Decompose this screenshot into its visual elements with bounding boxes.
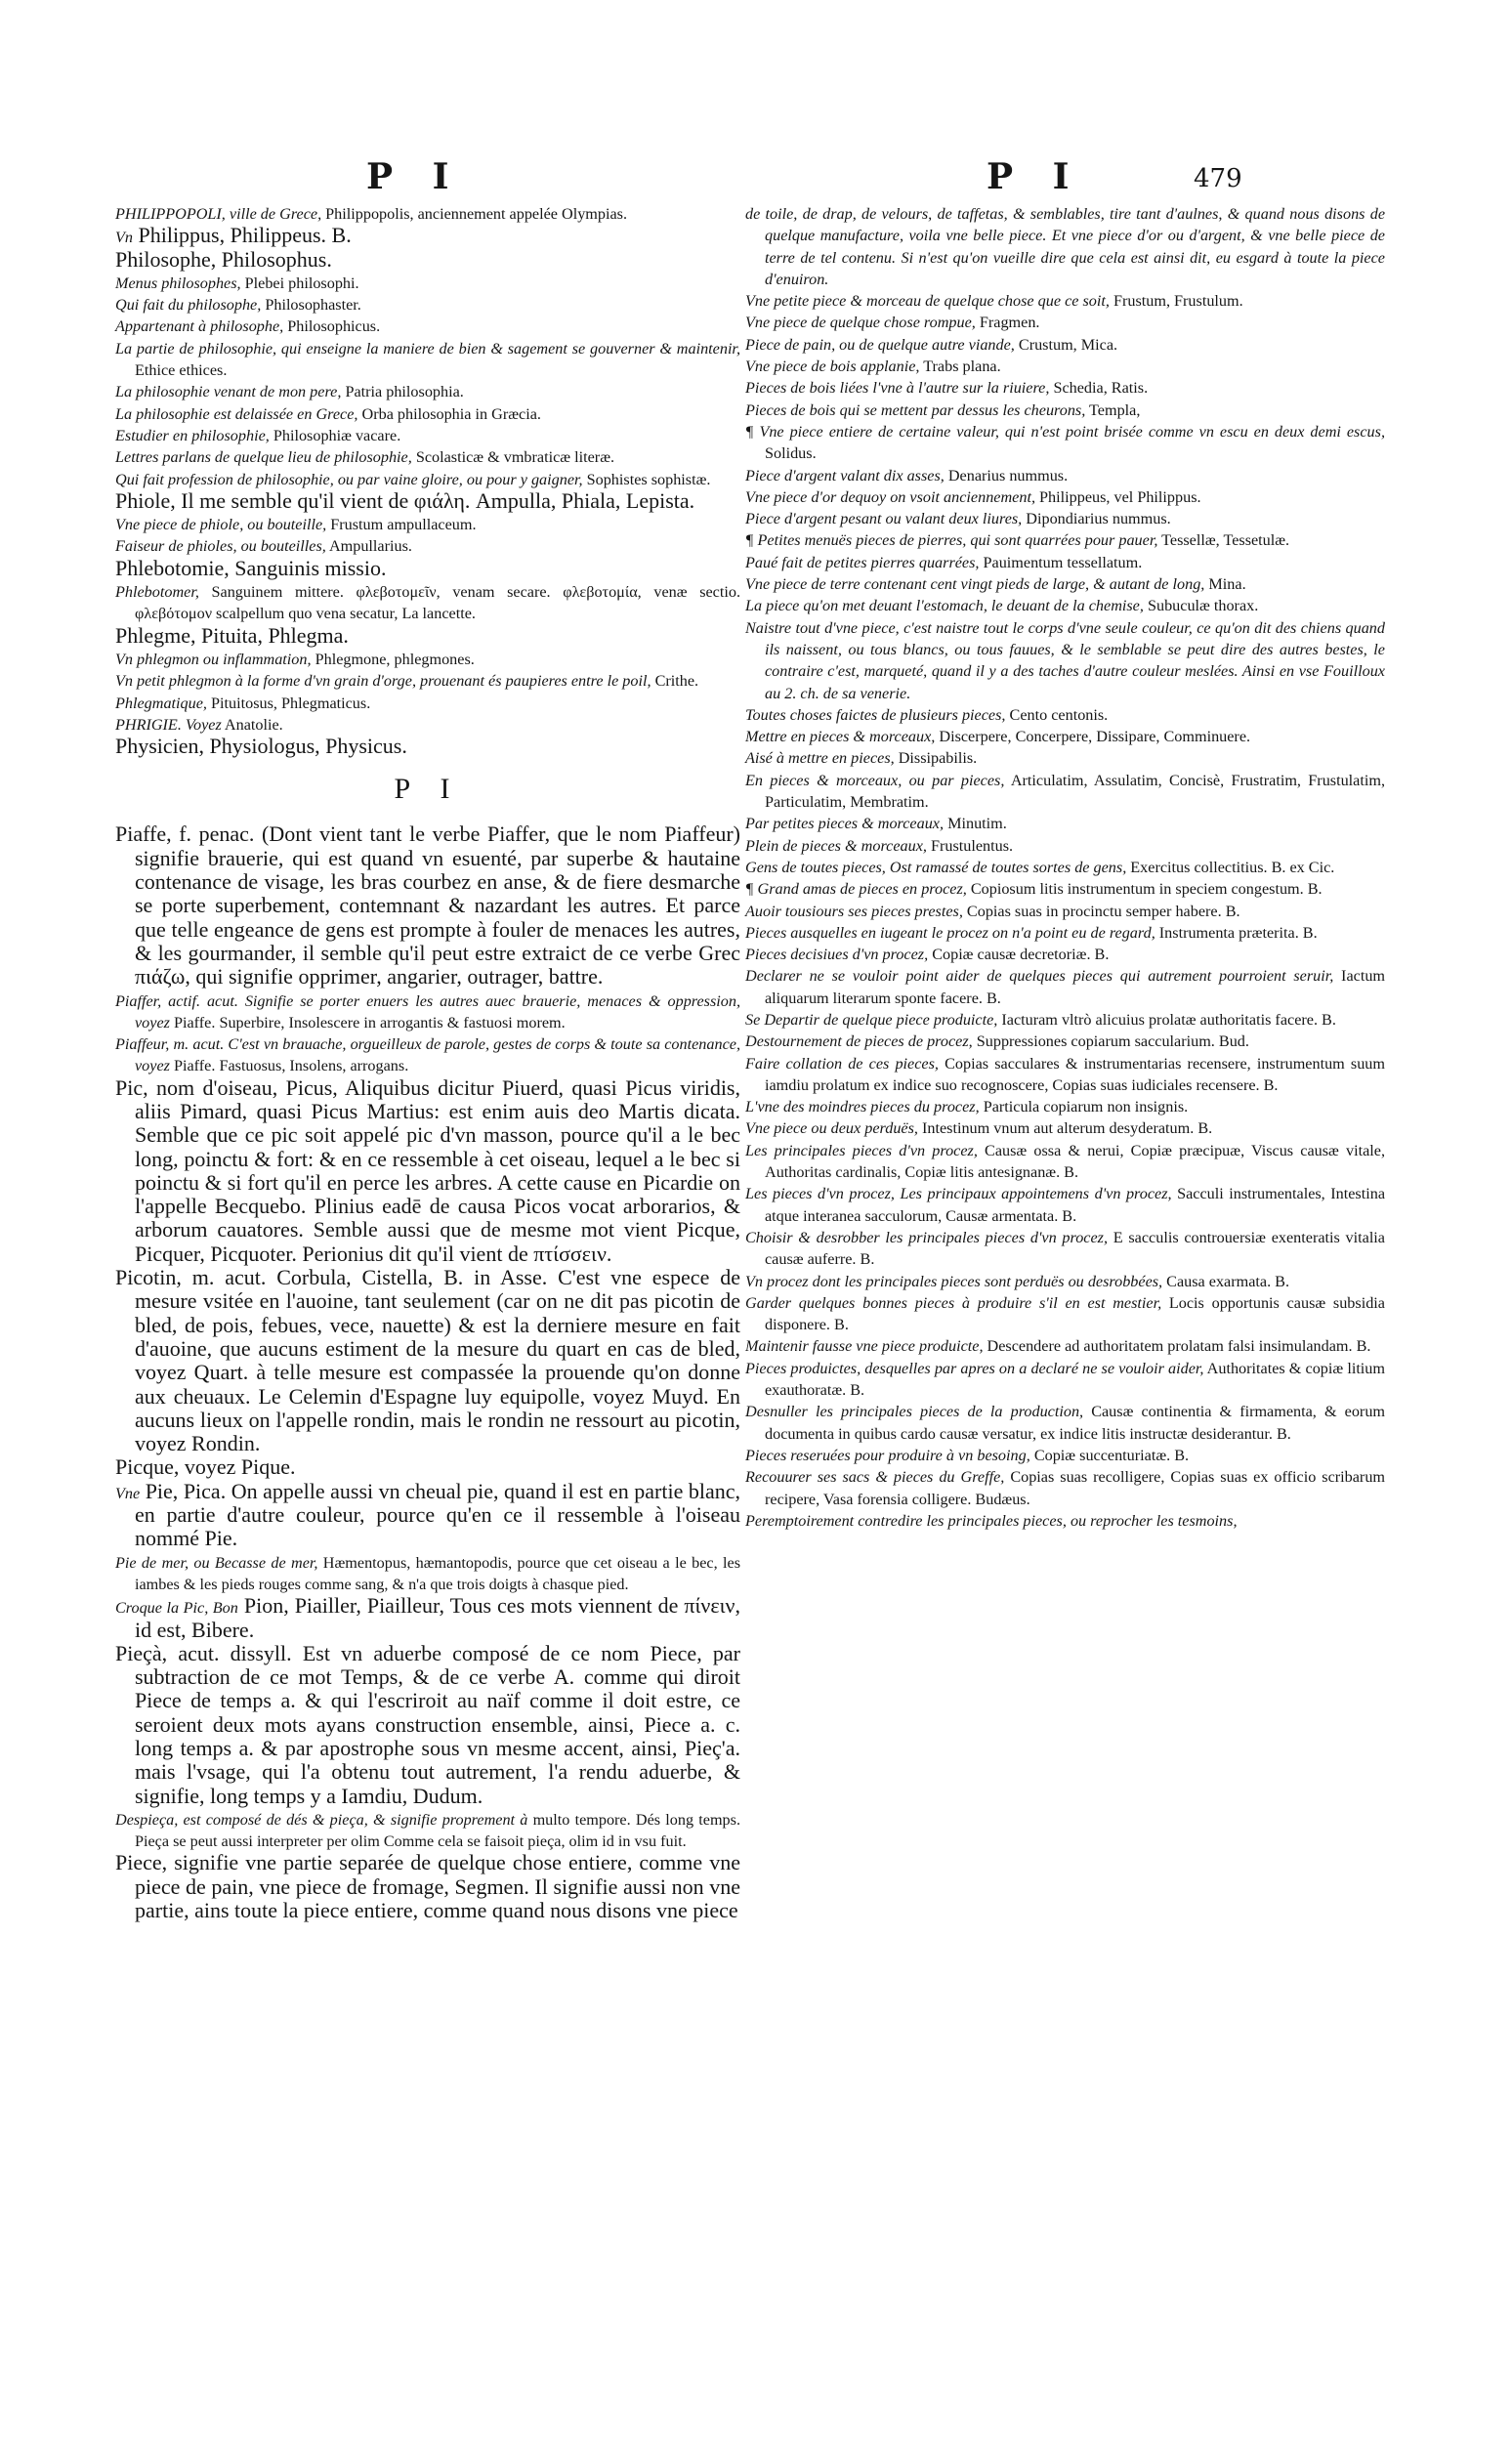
dictionary-entry (745, 1117, 1385, 1139)
entry-french-text: Vn (115, 229, 133, 247)
entry-latin-text: Piaffe, f. penac. (Dont vient tant le verbe Piaffer, que le nom Piaffeur) signifie brauerie, qui est quand vn esuenté, par superbe & hautaine contenance de visage, les bras courbez en anse, & de fiere desmarche se porte superbement, contemnant & nazardant les autres. Et parce que telle engeance de gens est prompte à fouler de menaces les autres, & les gourmander, il semble qu'il peut estre extraict de ce verbe Grec πιάζω, qui signifie opprimer, angarier, outrager, battre. (115, 821, 740, 989)
entry-latin-text: Crithe. (651, 672, 699, 691)
entry-latin-text: Phlegmone, phlegmones. (311, 650, 475, 668)
entry-latin-text: Philippeus, vel Philippus. (1035, 487, 1201, 506)
dictionary-entry (115, 1640, 740, 1809)
entry-french-text: Vne petite piece & morceau de quelque chose que ce soit, (745, 292, 1110, 311)
entry-latin-text: Scolasticæ & vmbraticæ literæ. (411, 448, 615, 467)
entry-latin-text: Templa, (1085, 400, 1141, 419)
dictionary-entry (745, 878, 1385, 900)
entry-latin-text: Phiole, Il me semble qu'il vient de φιάλη. Ampulla, Phiala, Lepista. (115, 487, 695, 513)
dictionary-entry (115, 736, 740, 759)
dictionary-entry (115, 1552, 740, 1596)
entry-french-text: Vne piece d'or dequoy on vsoit anciennement, (745, 487, 1035, 506)
dictionary-entry (745, 1335, 1385, 1357)
entry-latin-text: Causæ continentia & firmamenta, & eorum documenta in quibus cardo causæ versatur, ex indice litis instructæ desiderantur. B. (765, 1403, 1385, 1443)
entry-latin-text: Causæ ossa & nerui, Copiæ præcipuæ, Viscus causæ vitale, Authoritas cardinalis, Copiæ litis antesignanæ. B. (765, 1141, 1385, 1182)
entry-latin-text: Iacturam vltrò alicuius prolatæ authoritatis facere. B. (997, 1010, 1336, 1029)
dictionary-entry (745, 1009, 1385, 1031)
dictionary-entry (115, 581, 740, 625)
entry-latin-text: Mina. (1204, 575, 1246, 594)
entry-latin-text: Piaffe. Fastuosus, Insolens, arrogans. (169, 1057, 409, 1075)
entry-french-text: Plein de pieces & morceaux, (745, 836, 927, 855)
entry-french-text: Despieça, est composé de dés & pieça, & signifie proprement à (115, 1810, 528, 1829)
dictionary-entry (115, 403, 740, 425)
dictionary-entry (745, 617, 1385, 704)
dictionary-entry (115, 487, 740, 514)
dictionary-entry (745, 1140, 1385, 1184)
dictionary-entry (115, 469, 740, 490)
entry-latin-text: Picotin, m. acut. Corbula, Cistella, B. in Asse. C'est vne espece de mesure vsitée en l'auoine, tant seulement (car on ne dit pas picotin de bled, de pois, febues, vece, nauette) & est la derniere mesure en fait d'auoine, que aucuns estiment de la mesure du quart en cas de bled, voyez Quart. à telle mesure est compassée la prouende qu'on donne aux cheuaux. Le Celemin d'Espagne luy equipolle, voyez Muyd. En aucuns lieux on l'appelle rondin, mais le rondin ne ressourt au picotin, voyez Rondin. (115, 1265, 740, 1456)
entry-french-text: Appartenant à philosophe, (115, 317, 284, 336)
entry-french-text: La philosophie venant de mon pere, (115, 383, 342, 401)
entry-french-text: Phlebotomer, (115, 583, 199, 602)
entry-latin-text: Fragmen. (975, 314, 1040, 332)
entry-french-text: Choisir & desrobber les principales pieces d'vn procez, (745, 1228, 1109, 1246)
left-entries-ph (115, 203, 740, 759)
right-entries-piece (745, 203, 1385, 1532)
entry-french-text: L'vne des moindres pieces du procez, (745, 1098, 980, 1116)
dictionary-entry (745, 1401, 1385, 1445)
entry-latin-text: Discerpere, Concerpere, Dissipare, Comminuere. (935, 728, 1251, 746)
entry-latin-text: Sacculi instrumentales, Intestina atque interanea sacculorum, Causæ armentata. B. (765, 1185, 1386, 1225)
entry-french-text: Pieces decisiues d'vn procez, (745, 946, 929, 964)
entry-latin-text: Philosophe, Philosophus. (115, 246, 332, 272)
entry-latin-text: Particula copiarum non insignis. (979, 1098, 1189, 1116)
dictionary-entry (115, 246, 740, 273)
entry-latin-text: Causa exarmata. B. (1162, 1272, 1290, 1290)
entry-french-text: Auoir tousiours ses pieces prestes, (745, 902, 963, 920)
dictionary-entry (745, 552, 1385, 573)
left-entries-pi (115, 823, 740, 1923)
entry-latin-text: Cento centonis. (1005, 705, 1109, 724)
entry-latin-text: Phlegme, Pituita, Phlegma. (115, 622, 349, 648)
dictionary-entry (115, 338, 740, 382)
entry-latin-text: Piaffe. Superbire, Insolescere in arrogantis & fastuosi morem. (169, 1013, 566, 1032)
section-heading: P I (394, 773, 462, 806)
entry-french-text: Pieces produictes, desquelles par apres on a declaré ne se vouloir aider, (745, 1359, 1204, 1377)
entry-latin-text: Copiæ succenturiatæ. B. (1029, 1446, 1190, 1464)
entry-french-text: Piaffeur, m. acut. C'est vn brauache, orgueilleux de parole, gestes de corps & toute sa contenance, voyez (115, 1035, 740, 1075)
entry-latin-text: Pie, Pica. On appelle aussi vn cheual pie, quand il est en partie blanc, en partie d'autre couleur, pource qu'en ce il ressemble à l'oiseau nommé Pie. (135, 1478, 740, 1551)
dictionary-entry (745, 203, 1385, 290)
entry-french-text: Phlegmatique, (115, 694, 207, 712)
entry-latin-text: Trabs plana. (919, 358, 1001, 376)
entry-french-text: Les pieces d'vn procez, Les principaux appointemens d'vn procez, (745, 1185, 1172, 1203)
entry-french-text: Qui fait profession de philosophie, ou par vaine gloire, ou pour y gaigner, (115, 470, 583, 488)
dictionary-entry (115, 446, 740, 468)
entry-french-text: Piece d'argent valant dix asses, (745, 466, 945, 484)
entry-latin-text: Articulatim, Assulatim, Concisè, Frustratim, Frustulatim, Particulatim, Membratim. (765, 771, 1385, 812)
dictionary-entry (745, 857, 1385, 878)
entry-french-text: Menus philosophes, (115, 274, 241, 292)
dictionary-entry (745, 1053, 1385, 1097)
entry-latin-text: Frustum, Frustulum. (1109, 292, 1243, 311)
entry-french-text: Vn phlegmon ou inflammation, (115, 650, 312, 668)
entry-french-text: Destournement de pieces de procez, (745, 1032, 973, 1051)
dictionary-entry (115, 381, 740, 402)
entry-latin-text: Plebei philosophi. (240, 274, 359, 292)
entry-french-text: Les principales pieces d'vn procez, (745, 1141, 978, 1159)
dictionary-entry (115, 1595, 740, 1643)
dictionary-entry (745, 1271, 1385, 1292)
dictionary-entry (745, 421, 1385, 465)
entry-french-text: PHILIPPOPOLI, ville de Grece, (115, 205, 322, 223)
dictionary-entry (115, 294, 740, 316)
entry-french-text: Mettre en pieces & morceaux, (745, 728, 936, 746)
entry-latin-text: Philippopolis, anciennement appelée Olympias. (321, 205, 628, 223)
entry-french-text: ¶ Petites menuës pieces de pierres, qui sont quarrées pour pauer, (745, 531, 1158, 550)
dictionary-entry (745, 1510, 1385, 1532)
entry-latin-text: Tessellæ, Tessetulæ. (1157, 531, 1290, 550)
entry-latin-text: Pieçà, acut. dissyll. Est vn aduerbe composé de ce nom Piece, par subtraction de ce mot Temps, & de ce verbe A. comme qui diroit Piece de temps a. & qui l'escriroit au naïf comme il doit estre, ce seroient deux mots ayans construction ensemble, ainsi, Piece a. c. long temps a. & par apostrophe sous vn mesme accent, ainsi, Pieç'a. mais l'vsage, qui l'a obtenu tout autrement, l'a rendu aduerbe, & signifie, long temps y a Iamdiu, Dudum. (115, 1640, 740, 1808)
entry-latin-text: Subuculæ thorax. (1143, 597, 1259, 615)
dictionary-entry (745, 529, 1385, 551)
entry-latin-text: Sanguinem mittere. φλεβοτομεῖν, venam secare. φλεβοτομία, venæ sectio. φλεβότομον scalpellum quo vena secatur, La lancette. (135, 583, 740, 623)
entry-french-text: PHRIGIE. Voyez (115, 715, 222, 734)
dictionary-entry (745, 901, 1385, 922)
dictionary-entry (745, 486, 1385, 508)
dictionary-entry (745, 770, 1385, 814)
entry-latin-text: Iactum aliquarum literarum sponte facere. B. (765, 967, 1386, 1007)
entry-french-text: Faiseur de phioles, ou bouteilles, (115, 537, 326, 556)
dictionary-entry (745, 290, 1385, 312)
entry-latin-text: Dissipabilis. (894, 749, 978, 768)
entry-french-text: La piece qu'on met deuant l'estomach, le deuant de la chemise, (745, 597, 1144, 615)
entry-french-text: Piece de pain, ou de quelque autre viande, (745, 335, 1015, 354)
dictionary-entry (115, 714, 740, 736)
entry-latin-text: Ampullarius. (325, 537, 412, 556)
entry-latin-text: Minutim. (944, 815, 1007, 833)
entry-french-text: Vne piece de quelque chose rompue, (745, 314, 976, 332)
entry-latin-text: Philippus, Philippeus. B. (132, 223, 352, 248)
entry-french-text: Vne piece de phiole, ou bouteille, (115, 516, 327, 534)
entry-latin-text: Piece, signifie vne partie separée de quelque chose entiere, comme vne piece de pain, vne piece de fromage, Segmen. Il signifie aussi non vne partie, ains toute la piece entiere, comme quand nous disons vne piece (115, 1850, 740, 1923)
dictionary-entry (115, 535, 740, 557)
entry-french-text: Se Departir de quelque piece produicte, (745, 1010, 998, 1029)
entry-french-text: Par petites pieces & morceaux, (745, 815, 945, 833)
dictionary-entry (115, 1033, 740, 1077)
left-column (115, 203, 740, 1923)
dictionary-entry (115, 425, 740, 446)
dictionary-entry (745, 1466, 1385, 1510)
dictionary-entry (745, 1358, 1385, 1402)
entry-latin-text: Philosophicus. (283, 317, 381, 336)
entry-latin-text: Phlebotomie, Sanguinis missio. (115, 555, 387, 580)
entry-french-text: de toile, de drap, de velours, de taffetas, & semblables, tire tant d'aulnes, & quand nous disons de quelque manufacture, voila vne belle piece. Et vne piece d'or ou d'argent, & vne belle piece de terre de tel contenu. Si n'est qu'on vueille dire que cela est ainsi dit, eu esgard à toute la piece d'enuiron. (745, 205, 1385, 288)
entry-french-text: Qui fait du philosophe, (115, 296, 262, 315)
dictionary-entry (115, 990, 740, 1034)
entry-french-text: Paué fait de petites pierres quarrées, (745, 553, 980, 571)
entry-latin-text: Schedia, Ratis. (1049, 379, 1149, 398)
entry-latin-text: Crustum, Mica. (1014, 335, 1118, 354)
entry-french-text: Desnuller les principales pieces de la production, (745, 1403, 1084, 1421)
entry-french-text: Croque la Pic, Bon (115, 1599, 238, 1618)
entry-latin-text: Solidus. (765, 444, 817, 463)
entry-latin-text: Picque, voyez Pique. (115, 1454, 296, 1480)
entry-french-text: Pieces ausquelles en iugeant le procez on n'a point eu de regard, (745, 923, 1155, 942)
dictionary-entry (115, 203, 740, 225)
entry-latin-text: Copias sacculares & instrumentarias recensere, instrumentum suum iamdiu prolatum ex indice suo recognoscere, Copias suas iudiciales recensere. B. (765, 1054, 1385, 1094)
entry-latin-text: Copiosum litis instrumentum in speciem congestum. B. (966, 880, 1323, 899)
entry-latin-text: Patria philosophia. (341, 383, 464, 401)
entry-french-text: Garder quelques bonnes pieces à produire s'il en est mestier, (745, 1293, 1162, 1312)
dictionary-entry (745, 835, 1385, 857)
entry-latin-text: Copias suas recolligere, Copias suas ex officio scribarum recipere, Vasa forensia colligere. Budæus. (765, 1468, 1385, 1508)
entry-french-text: Vne piece ou deux perduës, (745, 1119, 918, 1138)
entry-latin-text: Pic, nom d'oiseau, Picus, Aliquibus dicitur Piuerd, quasi Picus viridis, aliis Pimard, quasi Picus Martius: est enim auis deo Martis dicata. Semble que ce pic soit appelé pic d'vn masson, pource qu'il a le bec long, poinctu & fort: & en ce ressemble à cet oiseau, lequel a le bec si poinctu & si fort qu'il en perce les arbres. A cette cause en Picardie on l'appelle Becquebo. Plinius eadē de causa Picos vocat arborarios, & arborum cauatores. Semble aussi que de mesme mot vient Picque, Picquer, Picquoter. Perionius dit qu'il vient de πτίσσειν. (115, 1074, 740, 1266)
dictionary-entry (115, 555, 740, 581)
dictionary-entry (115, 1809, 740, 1853)
entry-french-text: ¶ Grand amas de pieces en procez, (745, 880, 967, 899)
dictionary-entry (745, 944, 1385, 965)
entry-latin-text: Orba philosophia in Græcia. (357, 404, 541, 423)
dictionary-entry (745, 726, 1385, 747)
entry-latin-text: Pion, Piailler, Piailleur, Tous ces mots viennent de πίνειν, id est, Bibere. (135, 1593, 740, 1642)
entry-latin-text: Dipondiarius nummus. (1022, 510, 1171, 528)
dictionary-entry (115, 225, 740, 248)
dictionary-entry (115, 273, 740, 294)
entry-latin-text: Anatolie. (221, 715, 283, 734)
dictionary-entry (745, 312, 1385, 333)
dictionary-entry (115, 1478, 740, 1552)
dictionary-entry (745, 1227, 1385, 1271)
dictionary-entry (115, 670, 740, 692)
entry-latin-text: Philosophiæ vacare. (269, 426, 401, 444)
dictionary-entry (745, 334, 1385, 356)
entry-french-text: Maintenir fausse vne piece produicte, (745, 1337, 984, 1356)
entry-french-text: Aisé à mettre en pieces, (745, 749, 895, 768)
entry-french-text: Naistre tout d'vne piece, c'est naistre tout le corps d'vne seule couleur, ce qu'on dit des chiens quand ils naissent, ou tous blancs, ou tous fauues, & le semblable se peut dire des autres bestes, le contraire c'est, marqueté, quand il y a des taches d'autre couleur meslées. Ainsi en vse Fouilloux au 2. ch. de sa venerie. (745, 618, 1385, 702)
entry-latin-text: Hæmentopus, hæmantopodis, pource que cet oiseau a le bec, les iambes & les pieds rouges comme sang, & n'a que trois doigts à chasque pied. (135, 1553, 740, 1593)
entry-french-text: Pieces de bois liées l'vne à l'autre sur la riuiere, (745, 379, 1050, 398)
dictionary-entry (115, 649, 740, 670)
dictionary-entry (745, 704, 1385, 726)
entry-french-text: Pie de mer, ou Becasse de mer, (115, 1553, 318, 1572)
entry-french-text: Gens de toutes pieces, Ost ramassé de toutes sortes de gens, (745, 858, 1127, 876)
dictionary-entry (115, 823, 740, 989)
entry-french-text: La partie de philosophie, qui enseigne la maniere de bien & sagement se gouverner & maintenir, (115, 339, 740, 358)
entry-latin-text: Exercitus collectitius. B. ex Cic. (1126, 858, 1335, 876)
dictionary-entry (745, 1031, 1385, 1052)
dictionary-entry (745, 1292, 1385, 1336)
dictionary-entry (745, 1183, 1385, 1227)
entry-french-text: Vne piece de bois applanie, (745, 358, 920, 376)
dictionary-entry (745, 356, 1385, 377)
dictionary-entry (115, 1852, 740, 1923)
dictionary-entry (745, 465, 1385, 486)
entry-latin-text: Frustum ampullaceum. (326, 516, 477, 534)
entry-latin-text: Frustulentus. (926, 836, 1014, 855)
dictionary-entry (745, 400, 1385, 421)
dictionary-entry (115, 622, 740, 649)
dictionary-entry (745, 573, 1385, 595)
dictionary-entry (115, 1456, 740, 1480)
entry-latin-text: Sophistes sophistæ. (582, 470, 711, 488)
entry-latin-text: Copias suas in procinctu semper habere. B. (962, 902, 1240, 920)
entry-french-text: Piaffer, actif. acut. Signifie se porter enuers les autres auec brauerie, menaces & oppression, voyez (115, 991, 740, 1032)
dictionary-entry (745, 747, 1385, 769)
entry-french-text: Faire collation de ces pieces, (745, 1054, 939, 1073)
dictionary-entry (745, 965, 1385, 1009)
entry-french-text: Vne (115, 1484, 141, 1502)
entry-latin-text: Physicien, Physiologus, Physicus. (115, 734, 407, 759)
dictionary-entry (745, 813, 1385, 834)
entry-latin-text: Locis opportunis causæ subsidia disponere. B. (765, 1293, 1385, 1334)
entry-french-text: ¶ Vne piece entiere de certaine valeur, qui n'est point brisée comme vn escu en deux demi escus, (745, 422, 1385, 441)
entry-latin-text: Pituitosus, Phlegmaticus. (206, 694, 371, 712)
entry-latin-text: Pauimentum tessellatum. (979, 553, 1143, 571)
dictionary-entry (745, 922, 1385, 944)
entry-latin-text: E sacculis controuersiæ exenteratis vitalia causæ auferre. B. (765, 1228, 1385, 1269)
dictionary-entry (115, 514, 740, 535)
entry-french-text: Toutes choses faictes de plusieurs pieces, (745, 705, 1006, 724)
dictionary-entry (745, 1445, 1385, 1466)
entry-latin-text: Suppressiones copiarum saccularium. Bud. (972, 1032, 1249, 1051)
entry-french-text: Pieces de bois qui se mettent par dessus les cheurons, (745, 400, 1086, 419)
dictionary-entry (745, 508, 1385, 529)
running-head-right: P I (987, 156, 1083, 197)
dictionary-entry (115, 1267, 740, 1456)
entry-french-text: Vne piece de terre contenant cent vingt pieds de large, & autant de long, (745, 575, 1205, 594)
running-head-left: P I (366, 156, 463, 197)
dictionary-entry (115, 693, 740, 714)
dictionary-entry (745, 595, 1385, 616)
entry-french-text: Peremptoirement contredire les principales pieces, ou reprocher les tesmoins, (745, 1511, 1238, 1530)
entry-french-text: Recouurer ses sacs & pieces du Greffe, (745, 1468, 1005, 1487)
dictionary-entry (115, 316, 740, 337)
dictionary-entry (745, 1096, 1385, 1117)
entry-latin-text: Instrumenta præterita. B. (1155, 923, 1318, 942)
entry-french-text: Declarer ne se vouloir point aider de quelques pieces qui autrement pourroient seruir, (745, 967, 1334, 986)
entry-french-text: Pieces reseruées pour produire à vn besoing, (745, 1446, 1030, 1464)
right-column (745, 203, 1385, 1532)
entry-latin-text: Denarius nummus. (944, 466, 1069, 484)
entry-latin-text: Ethice ethices. (135, 361, 228, 380)
dictionary-entry (115, 1074, 740, 1267)
dictionary-entry (745, 377, 1385, 399)
entry-french-text: Vn petit phlegmon à la forme d'vn grain d'orge, prouenant és paupieres entre le poil, (115, 672, 651, 691)
entry-french-text: En pieces & morceaux, ou par pieces, (745, 771, 1005, 789)
entry-french-text: Estudier en philosophie, (115, 426, 270, 444)
entry-french-text: Lettres parlans de quelque lieu de philosophie, (115, 448, 412, 467)
entry-latin-text: Authoritates & copiæ litium exauthoratæ. B. (765, 1359, 1385, 1400)
entry-latin-text: Copiæ causæ decretoriæ. B. (928, 946, 1110, 964)
entry-french-text: La philosophie est delaissée en Grece, (115, 404, 358, 423)
entry-latin-text: Intestinum vnum aut alterum desyderatum. B. (917, 1119, 1213, 1138)
entry-latin-text: Descendere ad authoritatem prolatam falsi insimulandam. B. (983, 1337, 1371, 1356)
page-number: 479 (1194, 164, 1242, 193)
entry-latin-text: multo tempore. Dés long temps. Pieça se peut aussi interpreter per olim Comme cela se faisoit pieça, olim id in vsu fuit. (135, 1810, 740, 1851)
entry-french-text: Piece d'argent pesant ou valant deux liures, (745, 510, 1023, 528)
entry-latin-text: Philosophaster. (261, 296, 361, 315)
entry-french-text: Vn procez dont les principales pieces sont perduës ou desrobbées, (745, 1272, 1163, 1290)
